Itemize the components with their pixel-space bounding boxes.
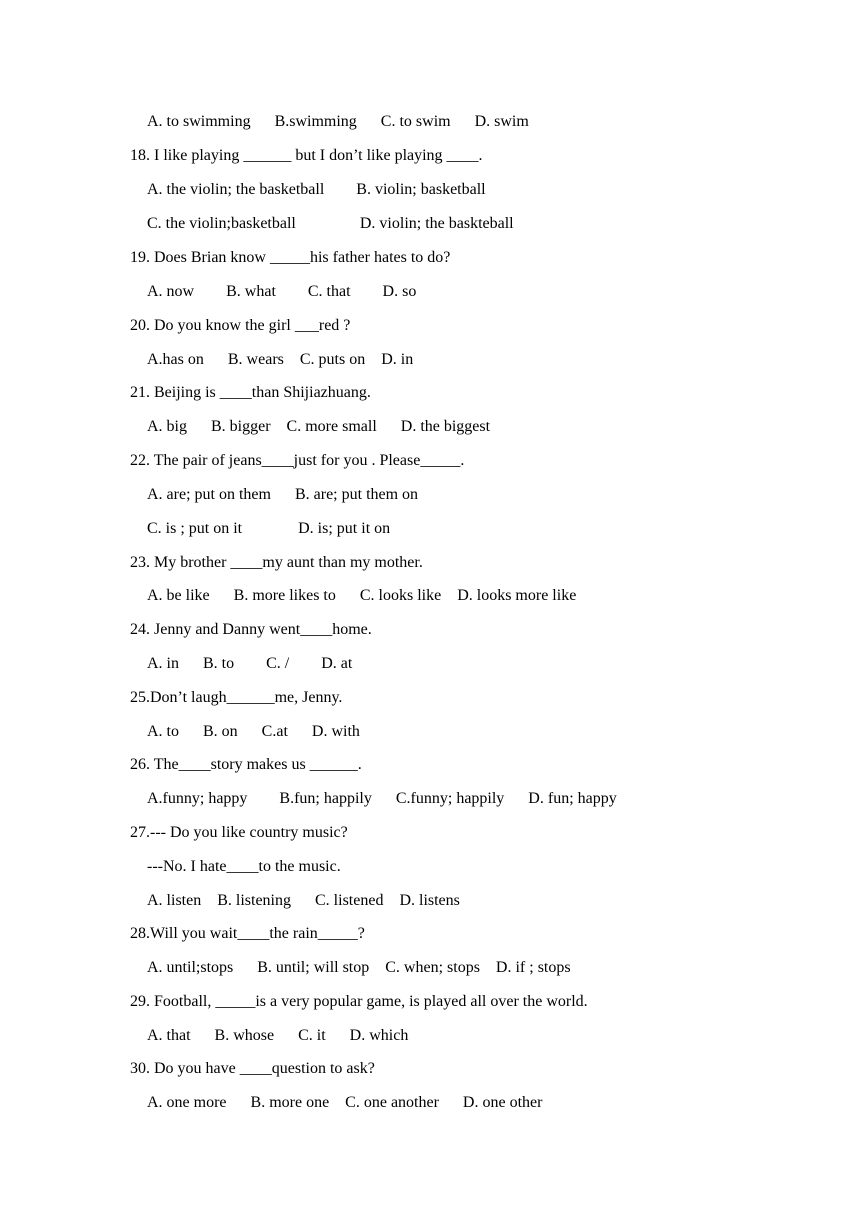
option-line-q25: A. to B. on C.at D. with <box>147 723 360 740</box>
question-22: 22. The pair of jeans____just for you . Please_____. <box>130 452 465 469</box>
option-line-q26: A.funny; happy B.fun; happily C.funny; happily D. fun; happy <box>147 790 617 807</box>
question-28: 28.Will you wait____the rain_____? <box>130 925 365 942</box>
option-line-q24: A. in B. to C. / D. at <box>147 655 353 672</box>
question-21: 21. Beijing is ____than Shijiazhuang. <box>130 384 371 401</box>
question-29: 29. Football, _____is a very popular game, is played all over the world. <box>130 993 588 1010</box>
option-line-q19: A. now B. what C. that D. so <box>147 283 417 300</box>
option-line-q17: A. to swimming B.swimming C. to swim D. swim <box>147 113 529 130</box>
question-20: 20. Do you know the girl ___red ? <box>130 317 351 334</box>
option-line-q22-b: C. is ; put on it D. is; put it on <box>147 520 391 537</box>
question-26: 26. The____story makes us ______. <box>130 756 362 773</box>
question-24: 24. Jenny and Danny went____home. <box>130 621 372 638</box>
question-30: 30. Do you have ____question to ask? <box>130 1060 375 1077</box>
option-line-q18-b: C. the violin;basketball D. violin; the baskteball <box>147 215 514 232</box>
option-line-q18-a: A. the violin; the basketball B. violin; basketball <box>147 181 486 198</box>
option-line-q27: A. listen B. listening C. listened D. listens <box>147 892 460 909</box>
question-23: 23. My brother ____my aunt than my mother. <box>130 554 423 571</box>
option-line-q20: A.has on B. wears C. puts on D. in <box>147 351 414 368</box>
option-line-q30: A. one more B. more one C. one another D. one other <box>147 1094 543 1111</box>
question-18: 18. I like playing ______ but I don’t like playing ____. <box>130 147 483 164</box>
option-line-q28: A. until;stops B. until; will stop C. when; stops D. if ; stops <box>147 959 571 976</box>
option-line-q23: A. be like B. more likes to C. looks like D. looks more like <box>147 587 577 604</box>
option-line-q21: A. big B. bigger C. more small D. the biggest <box>147 418 491 435</box>
question-27: 27.--- Do you like country music? <box>130 824 348 841</box>
option-line-q29: A. that B. whose C. it D. which <box>147 1027 409 1044</box>
question-27-reply: ---No. I hate____to the music. <box>147 858 341 875</box>
question-25: 25.Don’t laugh______me, Jenny. <box>130 689 343 706</box>
question-19: 19. Does Brian know _____his father hates to do? <box>130 249 451 266</box>
option-line-q22-a: A. are; put on them B. are; put them on <box>147 486 419 503</box>
